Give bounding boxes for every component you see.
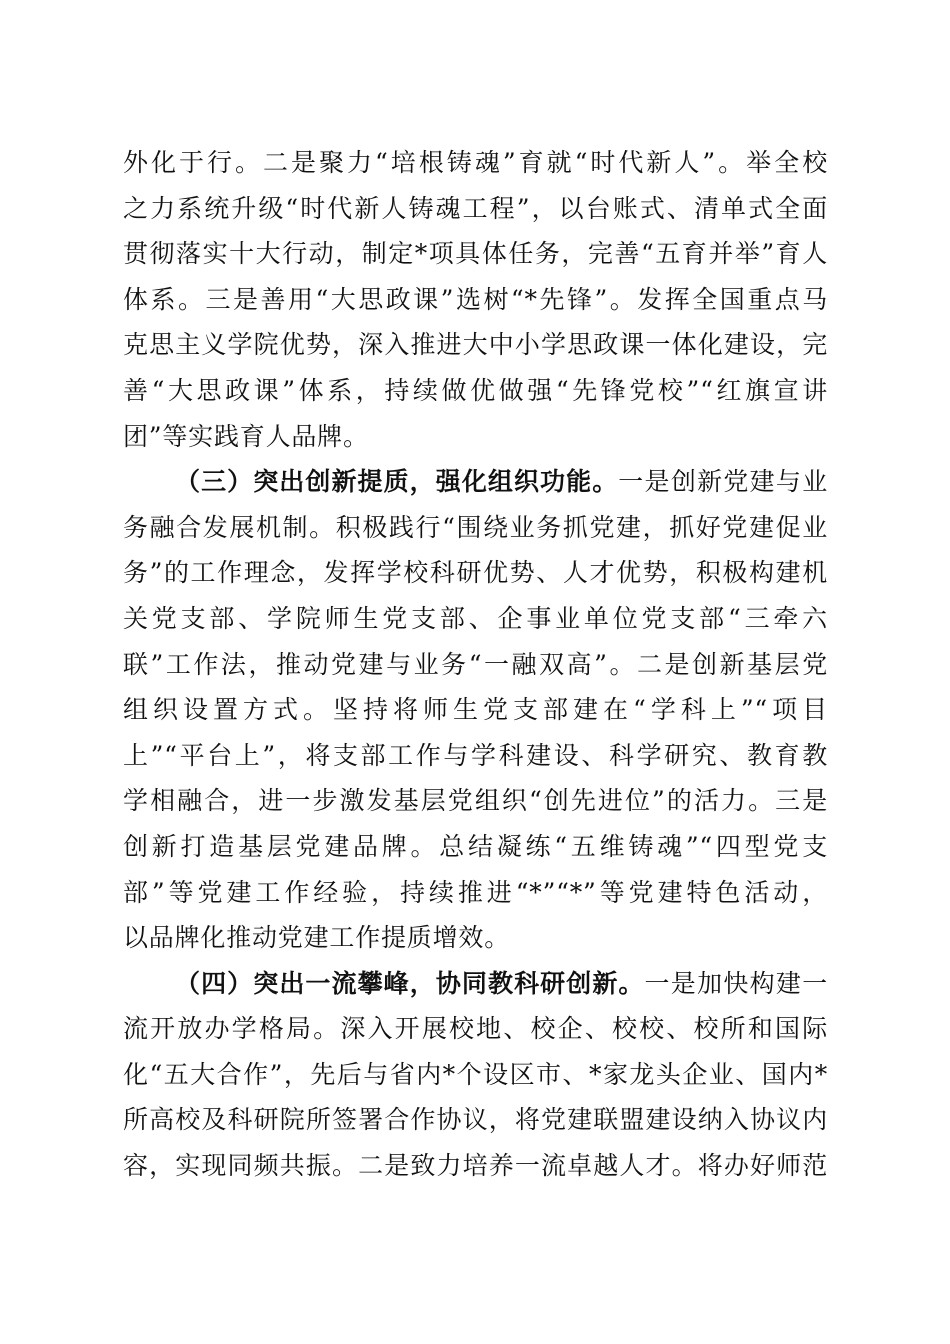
text-line: 组织设置方式。坚持将师生党支部建在“学科上”“项目 bbox=[123, 695, 828, 725]
text-line: 务”的工作理念，发挥学校科研优势、人才优势，积极构建机 bbox=[123, 558, 828, 588]
text-line: 团”等实践育人品牌。 bbox=[123, 421, 369, 451]
text-line: 外化于行。二是聚力“培根铸魂”育就“时代新人”。举全校 bbox=[123, 148, 828, 177]
text-line: 克思主义学院优势，深入推进大中小学思政课一体化建设，完 bbox=[123, 330, 828, 360]
paragraph-3 bbox=[123, 961, 828, 1189]
text-line: 贯彻落实十大行动，制定*项具体任务，完善“五育并举”育人 bbox=[123, 239, 828, 269]
text-line: 务融合发展机制。积极践行“围绕业务抓党建，抓好党建促业 bbox=[123, 512, 828, 542]
section-heading-3: （三）突出创新提质，强化组织功能。 bbox=[175, 467, 619, 497]
text-line: 善“大思政课”体系，持续做优做强“先锋党校”“红旗宣讲 bbox=[123, 375, 828, 405]
text-line: 以品牌化推动党建工作提质增效。 bbox=[123, 923, 511, 953]
text-line: 之力系统升级“时代新人铸魂工程”，以台账式、清单式全面 bbox=[123, 193, 828, 223]
text-fragment: 一是加快构建一 bbox=[644, 968, 828, 998]
text-line: 上”“平台上”，将支部工作与学科建设、科学研究、教育教 bbox=[123, 740, 828, 770]
text-line: 部”等党建工作经验，持续推进“*”“*”等党建特色活动， bbox=[123, 877, 828, 907]
text-line: 关党支部、学院师生党支部、企事业单位党支部“三牵六 bbox=[123, 603, 828, 633]
text-line: 体系。三是善用“大思政课”选树“*先锋”。发挥全国重点马 bbox=[123, 284, 828, 314]
text-fragment: 一是创新党建与业 bbox=[618, 467, 829, 497]
text-line: 化“五大合作”，先后与省内*个设区市、*家龙头企业、国内* bbox=[123, 1059, 828, 1089]
text-line: 联”工作法，推动党建与业务“一融双高”。二是创新基层党 bbox=[123, 649, 828, 679]
paragraph-2 bbox=[123, 459, 828, 961]
text-line: 所高校及科研院所签署合作协议，将党建联盟建设纳入协议内 bbox=[123, 1105, 828, 1135]
text-line: 学相融合，进一步激发基层党组织“创先进位”的活力。三是 bbox=[123, 786, 828, 816]
text-line: 容，实现同频共振。二是致力培养一流卓越人才。将办好师范 bbox=[123, 1151, 828, 1181]
text-line: 流开放办学格局。深入开展校地、校企、校校、校所和国际 bbox=[123, 1014, 828, 1044]
document-body bbox=[123, 140, 828, 1189]
text-line-first bbox=[123, 961, 828, 1007]
paragraph-1 bbox=[123, 140, 828, 459]
section-heading-4: （四）突出一流攀峰，协同教科研创新。 bbox=[175, 968, 645, 998]
text-line: 创新打造基层党建品牌。总结凝练“五维铸魂”“四型党支 bbox=[123, 831, 828, 861]
text-line-first bbox=[123, 459, 828, 505]
